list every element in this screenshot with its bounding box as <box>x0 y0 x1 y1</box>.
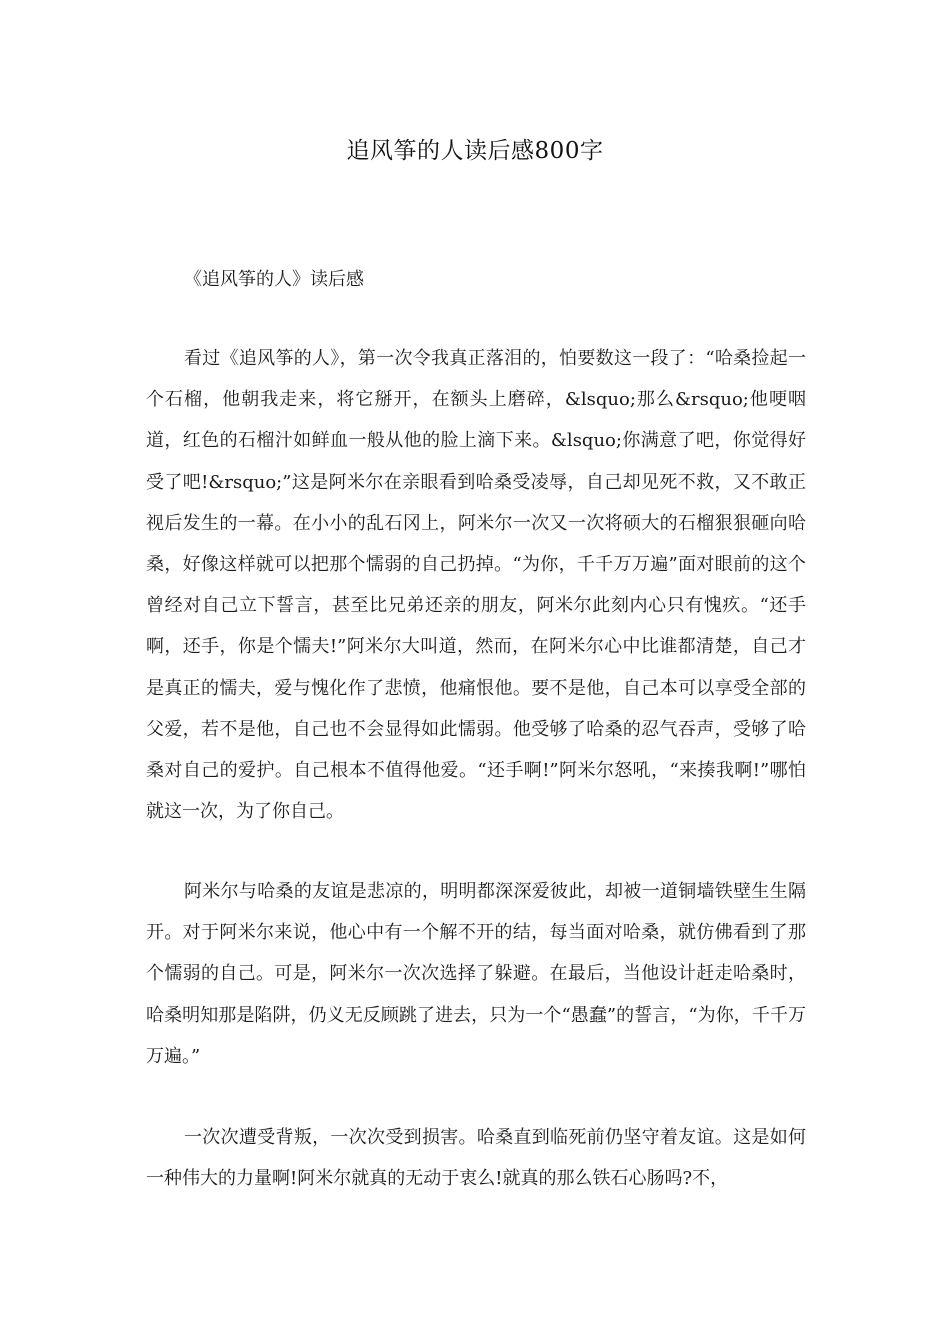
paragraph-3: 一次次遭受背叛，一次次受到损害。哈桑直到临死前仍坚守着友谊。这是如何一种伟大的力量啊!阿米尔就真的无动于衷么!就真的那么铁石心肠吗?不， <box>146 1127 806 1190</box>
paragraph-1: 看过《追风筝的人》，第一次令我真正落泪的，怕要数这一段了：“哈桑捡起一个石榴，他朝我走来，将它掰开，在额头上磨碎，&lsquo;那么&rsquo;他哽咽道，红色的石榴汁如鲜血一般从他的脸上滴下来。&lsquo;你满意了吧，你觉得好受了吧!&rsquo;”这是阿米尔在亲眼看到哈桑受凌辱，自己却见死不救，又不敢正视后发生的一幕。在小小的乱石冈上，阿米尔一次又一次将硕大的石榴狠狠砸向哈桑，好像这样就可以把那个懦弱的自己扔掉。“为你，千千万万遍”面对眼前的这个曾经对自己立下誓言，甚至比兄弟还亲的朋友，阿米尔此刻内心只有愧疚。“还手啊，还手，你是个懦夫!”阿米尔大叫道，然而，在阿米尔心中比谁都清楚，自己才是真正的懦夫，爱与愧化作了悲愤，他痛恨他。要不是他，自己本可以享受全部的父爱，若不是他，自己也不会显得如此懦弱。他受够了哈桑的忍气吞声，受够了哈桑对自己的爱护。自己根本不值得他爱。“还手啊!”阿米尔怒吼，“来揍我啊!”哪怕就这一次，为了你自己。 <box>146 348 806 823</box>
document-subtitle: 《追风筝的人》读后感 <box>184 269 364 290</box>
paragraph-2: 阿米尔与哈桑的友谊是悲凉的，明明都深深爱彼此，却被一道铜墙铁壁生生隔开。对于阿米尔来说，他心中有一个解不开的结，每当面对哈桑，就仿佛看到了那个懦弱的自己。可是，阿米尔一次次选择了躲避。在最后，当他设计赶走哈桑时，哈桑明知那是陷阱，仍义无反顾跳了进去，只为一个“愚蠢”的誓言，“为你，千千万万遍。” <box>146 881 806 1067</box>
document-title: 追风筝的人读后感800字 <box>346 138 604 164</box>
